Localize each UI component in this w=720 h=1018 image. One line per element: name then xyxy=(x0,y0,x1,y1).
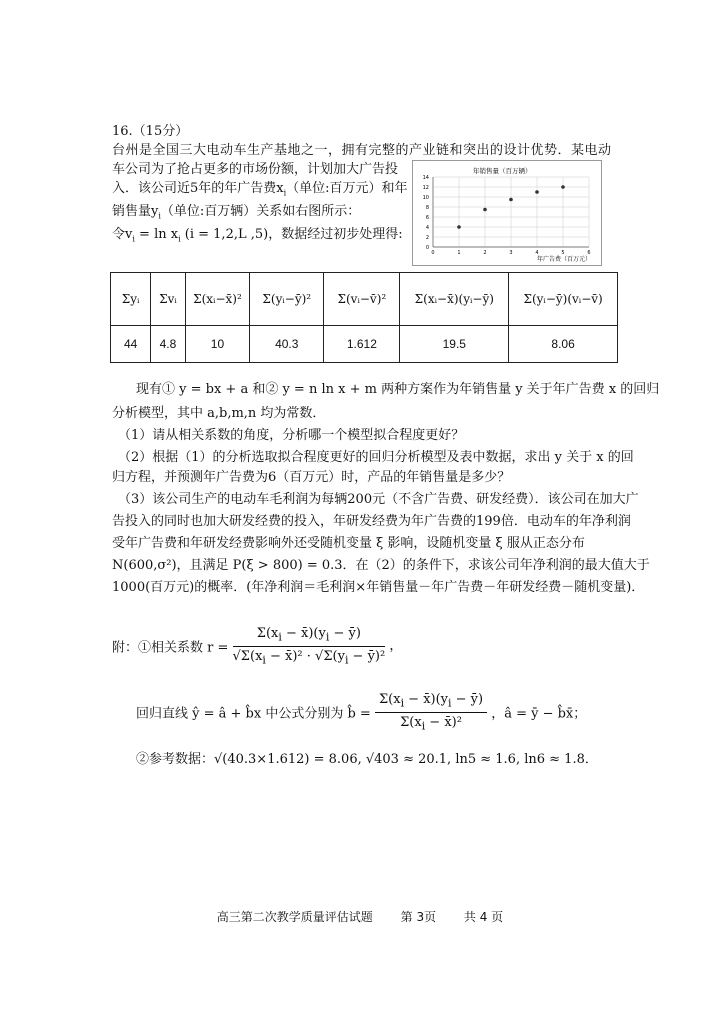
header-sum-xy: Σ(xᵢ−x̄)(yᵢ−ȳ) xyxy=(400,273,509,326)
data-point xyxy=(483,208,487,212)
x-tick-label: 1 xyxy=(457,250,461,256)
question-3b: 告投入的同时也加大研发经费的投入，年研发经费为年广告费的199倍．电动车的年净利润 xyxy=(112,514,631,529)
chart-xlabel: 年广告费（百万元） xyxy=(537,256,592,263)
question-3e: 1000(百万元)的概率．(年净利润＝毛利润×年销售量－年广告费－年研发经费－随机变量)． xyxy=(112,580,645,595)
problem-line-4: 销售量$y_i$（单位:百万辆）关系如右图所示： xyxy=(112,204,361,221)
scatter-chart xyxy=(412,160,602,266)
chart-canvas xyxy=(413,161,601,265)
question-3c: 受年广告费和年研发经费影响外还受随机变量 ξ 影响，设随机变量 ξ 服从正态分布 xyxy=(112,536,585,551)
regression-fraction: $\frac{\Sigma(x_i - x̄)(y_i - ȳ)}{\Sigma(x_i - x̄)^2}$ xyxy=(375,692,487,732)
y-tick-label: 6 xyxy=(425,215,429,221)
header-sum-v-sq: Σ(vᵢ−v̄)² xyxy=(324,273,400,326)
y-tick-label: 8 xyxy=(425,205,429,211)
summary-table xyxy=(110,272,618,363)
appendix-label: 附：①相关系数 r = xyxy=(112,640,229,656)
y-tick-label: 0 xyxy=(425,245,429,251)
x-tick-label: 0 xyxy=(431,250,435,256)
data-point xyxy=(457,225,461,229)
x-tick-label: 5 xyxy=(561,250,565,256)
y-tick-label: 14 xyxy=(422,175,429,181)
table-cell: 4.8 xyxy=(151,326,185,363)
table-cell: 19.5 xyxy=(400,326,509,363)
data-point xyxy=(535,190,539,194)
table-value-row xyxy=(111,326,618,363)
problem-header: 16.（15分） xyxy=(112,124,189,139)
question-1: （1）请从相关系数的角度，分析哪一个模型拟合程度更好？ xyxy=(118,428,465,443)
data-point xyxy=(561,185,565,189)
problem-line-3: 入．该公司近5年的年广告费$x_i$（单位:百万元）和年 xyxy=(112,181,408,198)
regression-formula xyxy=(136,692,586,732)
table-cell: 44 xyxy=(111,326,151,363)
table-cell: 8.06 xyxy=(509,326,618,363)
table-cell: 10 xyxy=(185,326,249,363)
chart-title: 年销售量（百万辆） xyxy=(473,167,532,175)
y-tick-label: 4 xyxy=(425,225,429,231)
table-cell: 1.612 xyxy=(324,326,400,363)
y-tick-label: 12 xyxy=(422,185,429,191)
header-sum-yv: Σ(yᵢ−ȳ)(vᵢ−v̄) xyxy=(509,273,618,326)
models-line: 现有① y = bx + a 和② y = n ln x + m 两种方案作为年销售量 y 关于年广告费 x 的回归 xyxy=(136,382,660,397)
question-3d: N(600,σ²)，且满足 P(ξ > 800) = 0.3．在（2）的条件下，求该公司年净利润的最大值大于 xyxy=(112,558,650,573)
header-sum-x-sq: Σ(xᵢ−x̄)² xyxy=(185,273,249,326)
question-2b: 归方程，并预测年广告费为6（百万元）时，产品的年销售量是多少？ xyxy=(112,470,511,485)
table-header-row xyxy=(111,273,618,326)
regression-tail: ，â = ȳ − b̂x̄； xyxy=(491,706,587,722)
models-line-2: 分析模型，其中 a,b,m,n 均为常数． xyxy=(112,406,326,421)
header-sum-v: Σvᵢ xyxy=(151,273,185,326)
x-tick-label: 6 xyxy=(587,250,591,256)
footer-page: 第 3页 xyxy=(400,910,437,924)
footer-title: 高三第二次教学质量评估试题 xyxy=(216,910,373,924)
y-tick-label: 10 xyxy=(422,195,429,201)
x-tick-label: 4 xyxy=(535,250,539,256)
correlation-fraction: $\frac{\Sigma(x_i - x̄)(y_i - ȳ)}{√\Sigma(x_i - x̄)^2 \cdot √\Sigma(y_i - ȳ)^2}$ xyxy=(232,626,386,667)
problem-line-5: 令$v_i = \ln x_i$ (i = 1,2,L ,5)，数据经过初步处理得: xyxy=(112,227,403,244)
problem-line-2: 车公司为了抢占更多的市场份额，计划加大广告投 xyxy=(112,162,399,177)
y-tick-label: 2 xyxy=(425,235,429,241)
page-footer xyxy=(0,908,720,925)
table-cell: 40.3 xyxy=(250,326,324,363)
reference-data: ②参考数据：√(40.3×1.612) = 8.06, √403 ≈ 20.1, ln5 ≈ 1.6, ln6 ≈ 1.8． xyxy=(136,752,598,767)
header-sum-y: Σyᵢ xyxy=(111,273,151,326)
chart-grid xyxy=(433,177,589,247)
x-tick-label: 3 xyxy=(509,250,513,256)
problem-line-1: 台州是全国三大电动车生产基地之一，拥有完整的产业链和突出的设计优势．某电动 xyxy=(112,143,612,158)
question-3a: （3）该公司生产的电动车毛利润为每辆200元（不含广告费、研发经费）．该公司在加大广 xyxy=(118,492,639,507)
x-tick-label: 2 xyxy=(483,250,487,256)
data-point xyxy=(509,198,513,202)
footer-total: 共 4 页 xyxy=(463,910,504,924)
question-2a: （2）根据（1）的分析选取拟合程度更好的回归分析模型及表中数据，求出 y 关于 x 的回 xyxy=(118,450,634,465)
regression-label: 回归直线 ŷ = â + b̂x 中公式分别为 b̂ = xyxy=(136,706,371,722)
header-sum-y-sq: Σ(yᵢ−ȳ)² xyxy=(250,273,324,326)
correlation-formula: 附：①相关系数 r = $\frac{\Sigma(x_i - x̄)(y_i - ȳ)}{√\Sigma(x_i - x̄)^2 \cdot √\Sigma(y_i - ȳ)^2}$ ， xyxy=(112,626,403,667)
